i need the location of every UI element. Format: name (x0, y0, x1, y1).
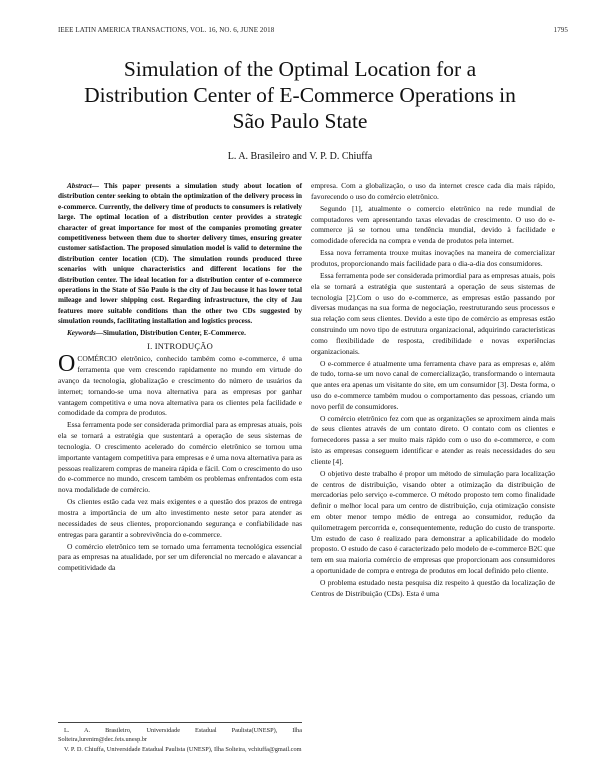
abstract-label: Abstract (67, 182, 92, 190)
right-paragraph-4: Essa ferramenta pode ser considerada primordial para as empresas atuais, pois ela se tornará a estratégia que sustentará a operação de seus sistemas de tecnologia [2].Com o uso do e-commerce, as empresas estão passando por diversas mudanças na sua forma de negociação, reestruturando seus processos e sua relação com seus clientes. Devido a este tipo de comércio as empresas estão construindo um novo tipo de estrutura organizacional, adquirindo características como flexibilidade de resposta, credibilidade e novas experiências organizacionais. (311, 270, 555, 356)
intro-paragraph-4: O comércio eletrônico tem se tornado uma ferramenta tecnológica essencial para as empresas na atualidade, por ser um diferencial no mercado e alavancar a competitividade da (58, 541, 302, 573)
right-paragraph-3: Essa nova ferramenta trouxe muitas inovações na maneira de comercializar produtos, proporcionando mais facilidade para o dia-a-dia dos consumidores. (311, 248, 555, 268)
right-paragraph-5: O e-commerce é atualmente uma ferramenta chave para as empresas e, além de tudo, torna-se um novo canal de comercialização, transformando o internauta que antes era apenas um visitante do site, em um consumidor [3]. Desta forma, o uso do e-commerce também mudou o comportamento das pessoas, criando um novo perfil de consumidores. (311, 358, 555, 411)
keywords-text: —Simulation, Distribution Center, E-Commerce. (95, 328, 246, 337)
journal-name: IEEE LATIN AMERICA TRANSACTIONS, VOL. 16, NO. 6, JUNE 2018 (58, 26, 275, 34)
paper-title (40, 56, 560, 134)
right-paragraph-8: O problema estudado nesta pesquisa diz respeito à questão da localização de Centros de Distribuição (CDs). Esta é uma (311, 578, 555, 598)
intro-paragraph-2: Essa ferramenta pode ser considerada primordial para as empresas atuais, pois ela se tornará a estratégia que sustentará a operação de seus sistemas de tecnologia. O crescimento acelerado do comércio eletrônico se tornou uma importante vantagem competitiva para empresas e é uma nova alternativa para as pessoas realizarem compras de maneira rápida e fácil. Com o crescimento do uso do e-commerce no mundo, crescem também os problemas enfrentados com esta nova modalidade de comércio. (58, 420, 302, 495)
left-column (58, 181, 302, 575)
intro-paragraph-3: Os clientes estão cada vez mais exigentes e a questão dos prazos de entrega mostra a importância de um alto investimento neste setor para atender as necessidades de seus clientes, proporcionando segurança e confiabilidade nas entregas para garantir a sobrevivência do e-commerce. (58, 497, 302, 539)
intro-paragraph-1 (58, 351, 302, 419)
title-line-2: Distribution Center of E-Commerce Operations in (84, 83, 516, 107)
intro-paragraph-1-text: COMÉRCIO eletrônico, conhecido também como e-commerce, é uma ferramenta que vem crescendo rapidamente no mundo em virtude do avanço da tecnologia, globalização e crescimento do número de usuários da internet; tornando-se uma nova alternativa para as empresas por ganhar vantagem competitiva e uma nova alternativa para os clientes pela facilidade e comodidade da compra de produtos. (58, 354, 302, 418)
section-heading-introduction: I. INTRODUÇÃO (147, 340, 213, 351)
title-line-1: Simulation of the Optimal Location for a (123, 57, 477, 81)
footnote-author-1: L. A. Brasileiro, Universidade Estadual Paulista(UNESP), Ilha Solteira,lurenim@dec.feis.unesp.br (58, 727, 302, 743)
keywords (58, 328, 302, 339)
right-paragraph-7: O objetivo deste trabalho é propor um método de simulação para localização de centros de distribuição, visando obter a otimização da distribuição de mercadorias pelo serviço e-commerce. O método proposto tem como finalidade definir o melhor local para um centro de distribuição, cuja otimização consiste em obter menor tempo médio de entrega ao consumidor, redução da quilometragem percorrida e, consequentemente, redução do custo de transporte. Um estudo de caso é realizado para demonstrar a aplicabilidade do modelo proposto. O estudo de caso é caracterizado pelo modelo de e-commerce B2C que tem em sua maioria comércio de empresas que proporcionam aos consumidores a oportunidade de compra e entrega de produtos em local definido pelo cliente. (311, 468, 555, 576)
right-column (311, 181, 555, 601)
abstract (58, 181, 302, 327)
right-paragraph-6: O comércio eletrônico fez com que as organizações se aproximem ainda mais de seus clientes através de um contato direto. O contato com os clientes e fornecedores passa a ser muito mais rápido com o uso do e-commerce, e com isto as empresas conseguem identificar e atender as reais necessidades do seu cliente [4]. (311, 413, 555, 466)
authors: L. A. Brasileiro and V. P. D. Chiuffa (227, 151, 373, 162)
page-number: 1795 (553, 26, 568, 34)
footnote-author-2: V. P. D. Chiuffa, Universidade Estadual Paulista (UNESP), Ilha Solteira, vchiuffa@gmail.com (64, 746, 302, 754)
footnotes (58, 722, 302, 757)
right-paragraph-2: Segundo [1], atualmente o comercio eletrônico na rede mundial de computadores vem apresentando taxas elevadas de crescimento. O uso do e-commerce já se tornou uma tendência mundial, devido à facilidade e comodidade oferecida na compra e venda de produtos pela internet. (311, 203, 555, 246)
running-head (58, 26, 568, 34)
title-line-3: São Paulo State (232, 109, 368, 133)
abstract-text: — This paper presents a simulation study about location of distribution center seeking to obtain the optimization of the delivery process in e-commerce. Currently, the delivery time of products to consumers is relatively large. The optimal location of a distribution center provides a strategic character of great importance for most of the companies promoting greater competitiveness between them due to shorter delivery times, ensuring greater customer satisfaction. The proposed simulation model is valid to determine the distribution center location (CD). The simulation rounds produced three scenarios with unique characteristics and different locations for the distribution center. The ideal location for a distribution center of e-commerce operations in the State of São Paulo is the city of Jau because it has lower total mileage and lower shipping cost. Regarding infrastructure, the city of Jau features more suitable conditions than the other two CDs suggested by simulation rounds, facilitating installation and logistics process. (58, 182, 302, 326)
drop-cap: O (58, 351, 76, 378)
right-paragraph-1: empresa. Com a globalização, o uso da internet cresce cada dia mais rápido, favorecendo o uso do comércio eletrônico. (311, 181, 555, 201)
keywords-label: Keywords (67, 328, 96, 337)
